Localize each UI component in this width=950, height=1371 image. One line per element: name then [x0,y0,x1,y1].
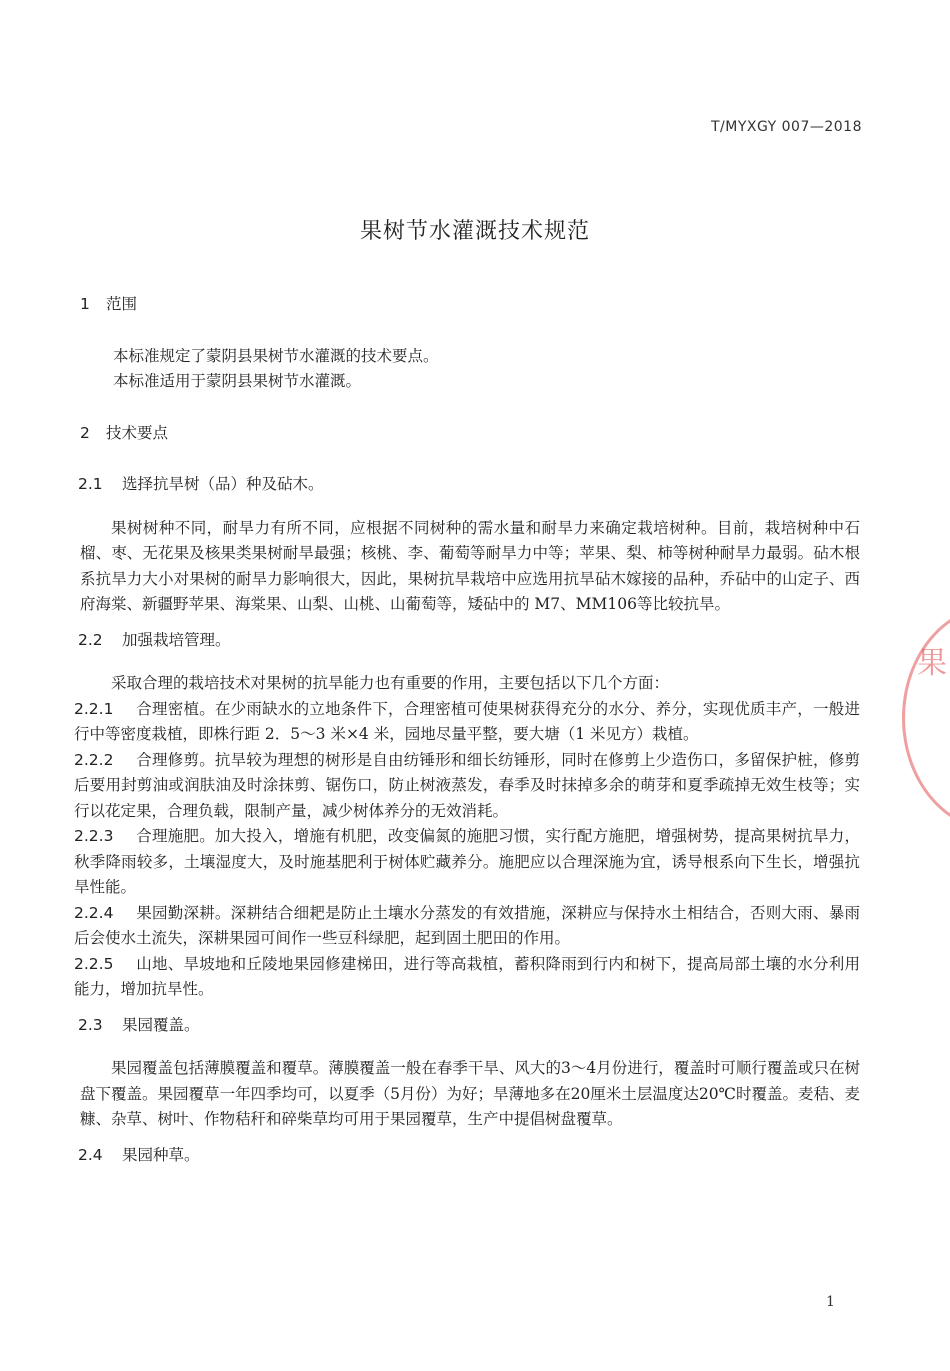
document-title: 果树节水灌溉技术规范 [359,219,590,244]
section-number: 2 [80,423,90,442]
section-2-2-heading [78,628,860,654]
official-seal-fragment [902,605,950,831]
section-2-1-heading [78,472,860,498]
list-item [74,697,860,748]
item-text: 合理施肥。加大投入，增施有机肥，改变偏氮的施肥习惯，实行配方施肥，增强树势，提高果树抗旱力，秋季降雨较多，土壤湿度大，及时施基肥利于树体贮藏养分。施肥应以合理深施为宜，诱导根系向下生长，增强抗旱性能。 [74,827,860,896]
section-2-3-heading [78,1013,860,1039]
item-text: 合理修剪。抗旱较为理想的树形是自由纺锤形和细长纺锤形，同时在修剪上少造伤口，多留保护桩，修剪后要用封剪油或润肤油及时涂抹剪、锯伤口，防止树液蒸发，春季及时抹掉多余的萌芽和夏季疏掉无效生枝等；实行以花定果，合理负载，限制产量，减少树体养分的无效消耗。 [74,750,860,820]
document-code: T/MYXGY 007—2018 [711,119,862,135]
item-number: 2.2.5 [74,954,114,973]
section-title: 果园种草。 [122,1145,200,1164]
list-item [74,901,860,952]
list-item [74,748,860,825]
section-number: 2.3 [78,1015,103,1034]
section-number: 2.2 [78,630,103,649]
section-1-heading [80,292,860,318]
section-number: 1 [80,295,90,313]
item-number: 2.2.3 [74,827,114,845]
section-title: 范围 [106,295,138,313]
list-item [74,824,860,901]
paragraph: 采取合理的栽培技术对果树的抗旱能力也有重要的作用，主要包括以下几个方面： [111,674,670,692]
paragraph: 本标准适用于蒙阴县果树节水灌溉。 [113,372,362,390]
item-text: 山地、旱坡地和丘陵地果园修建梯田，进行等高栽植，蓄积降雨到行内和树下，提高局部土壤的水分利用能力，增加抗旱性。 [74,954,860,998]
section-number: 2.4 [78,1145,103,1164]
item-number: 2.2.4 [74,903,114,922]
seal-glyph: 果 [917,646,947,681]
item-number: 2.2.1 [74,699,114,718]
section-title: 技术要点 [106,423,169,442]
paragraph: 果树树种不同，耐旱力有所不同，应根据不同树种的需水量和耐旱力来确定栽培树种。目前，栽培树种中石榴、枣、无花果及核果类果树耐旱最强；核桃、李、葡萄等耐旱力中等；苹果、梨、柿等树种耐旱力最弱。砧木根系抗旱力大小对果树的耐旱力影响很大，因此，果树抗旱栽培中应选用抗旱砧木嫁接的品种，乔砧中的山定子、西府海棠、新疆野苹果、海棠果、山梨、山桃、山葡萄等，矮砧中的 M7、MM106等比较抗旱。 [80,518,860,613]
list-item [74,952,860,1003]
item-text: 合理密植。在少雨缺水的立地条件下，合理密植可使果树获得充分的水分、养分，实现优质丰产，一般进行中等密度栽植，即株行距 2．5～3 米×4 米，园地尽量平整，要大塘（1 米见方）栽植。 [74,699,860,743]
paragraph: 本标准规定了蒙阴县果树节水灌溉的技术要点。 [113,346,439,365]
section-title: 果园覆盖。 [122,1015,200,1034]
section-title: 选择抗旱树（品）种及砧木。 [122,475,324,493]
page-number: 1 [826,1294,835,1310]
item-number: 2.2.2 [74,750,114,769]
section-number: 2.1 [78,475,103,493]
document-body [74,292,860,1168]
section-title: 加强栽培管理。 [122,630,231,649]
section-2-heading [80,421,860,447]
item-text: 果园勤深耕。深耕结合细耙是防止土壤水分蒸发的有效措施，深耕应与保持水土相结合，否则大雨、暴雨后会使水土流失，深耕果园可间作一些豆科绿肥，起到固土肥田的作用。 [74,903,860,947]
section-2-4-heading [78,1143,860,1169]
paragraph: 果园覆盖包括薄膜覆盖和覆草。薄膜覆盖一般在春季干旱、风大的3～4月份进行，覆盖时可顺行覆盖或只在树盘下覆盖。果园覆草一年四季均可，以夏季（5月份）为好；旱薄地多在20厘米土层温度达20℃时覆盖。麦秸、麦糠、杂草、树叶、作物秸秆和碎柴草均可用于果园覆草，生产中提倡树盘覆草。 [80,1059,860,1128]
